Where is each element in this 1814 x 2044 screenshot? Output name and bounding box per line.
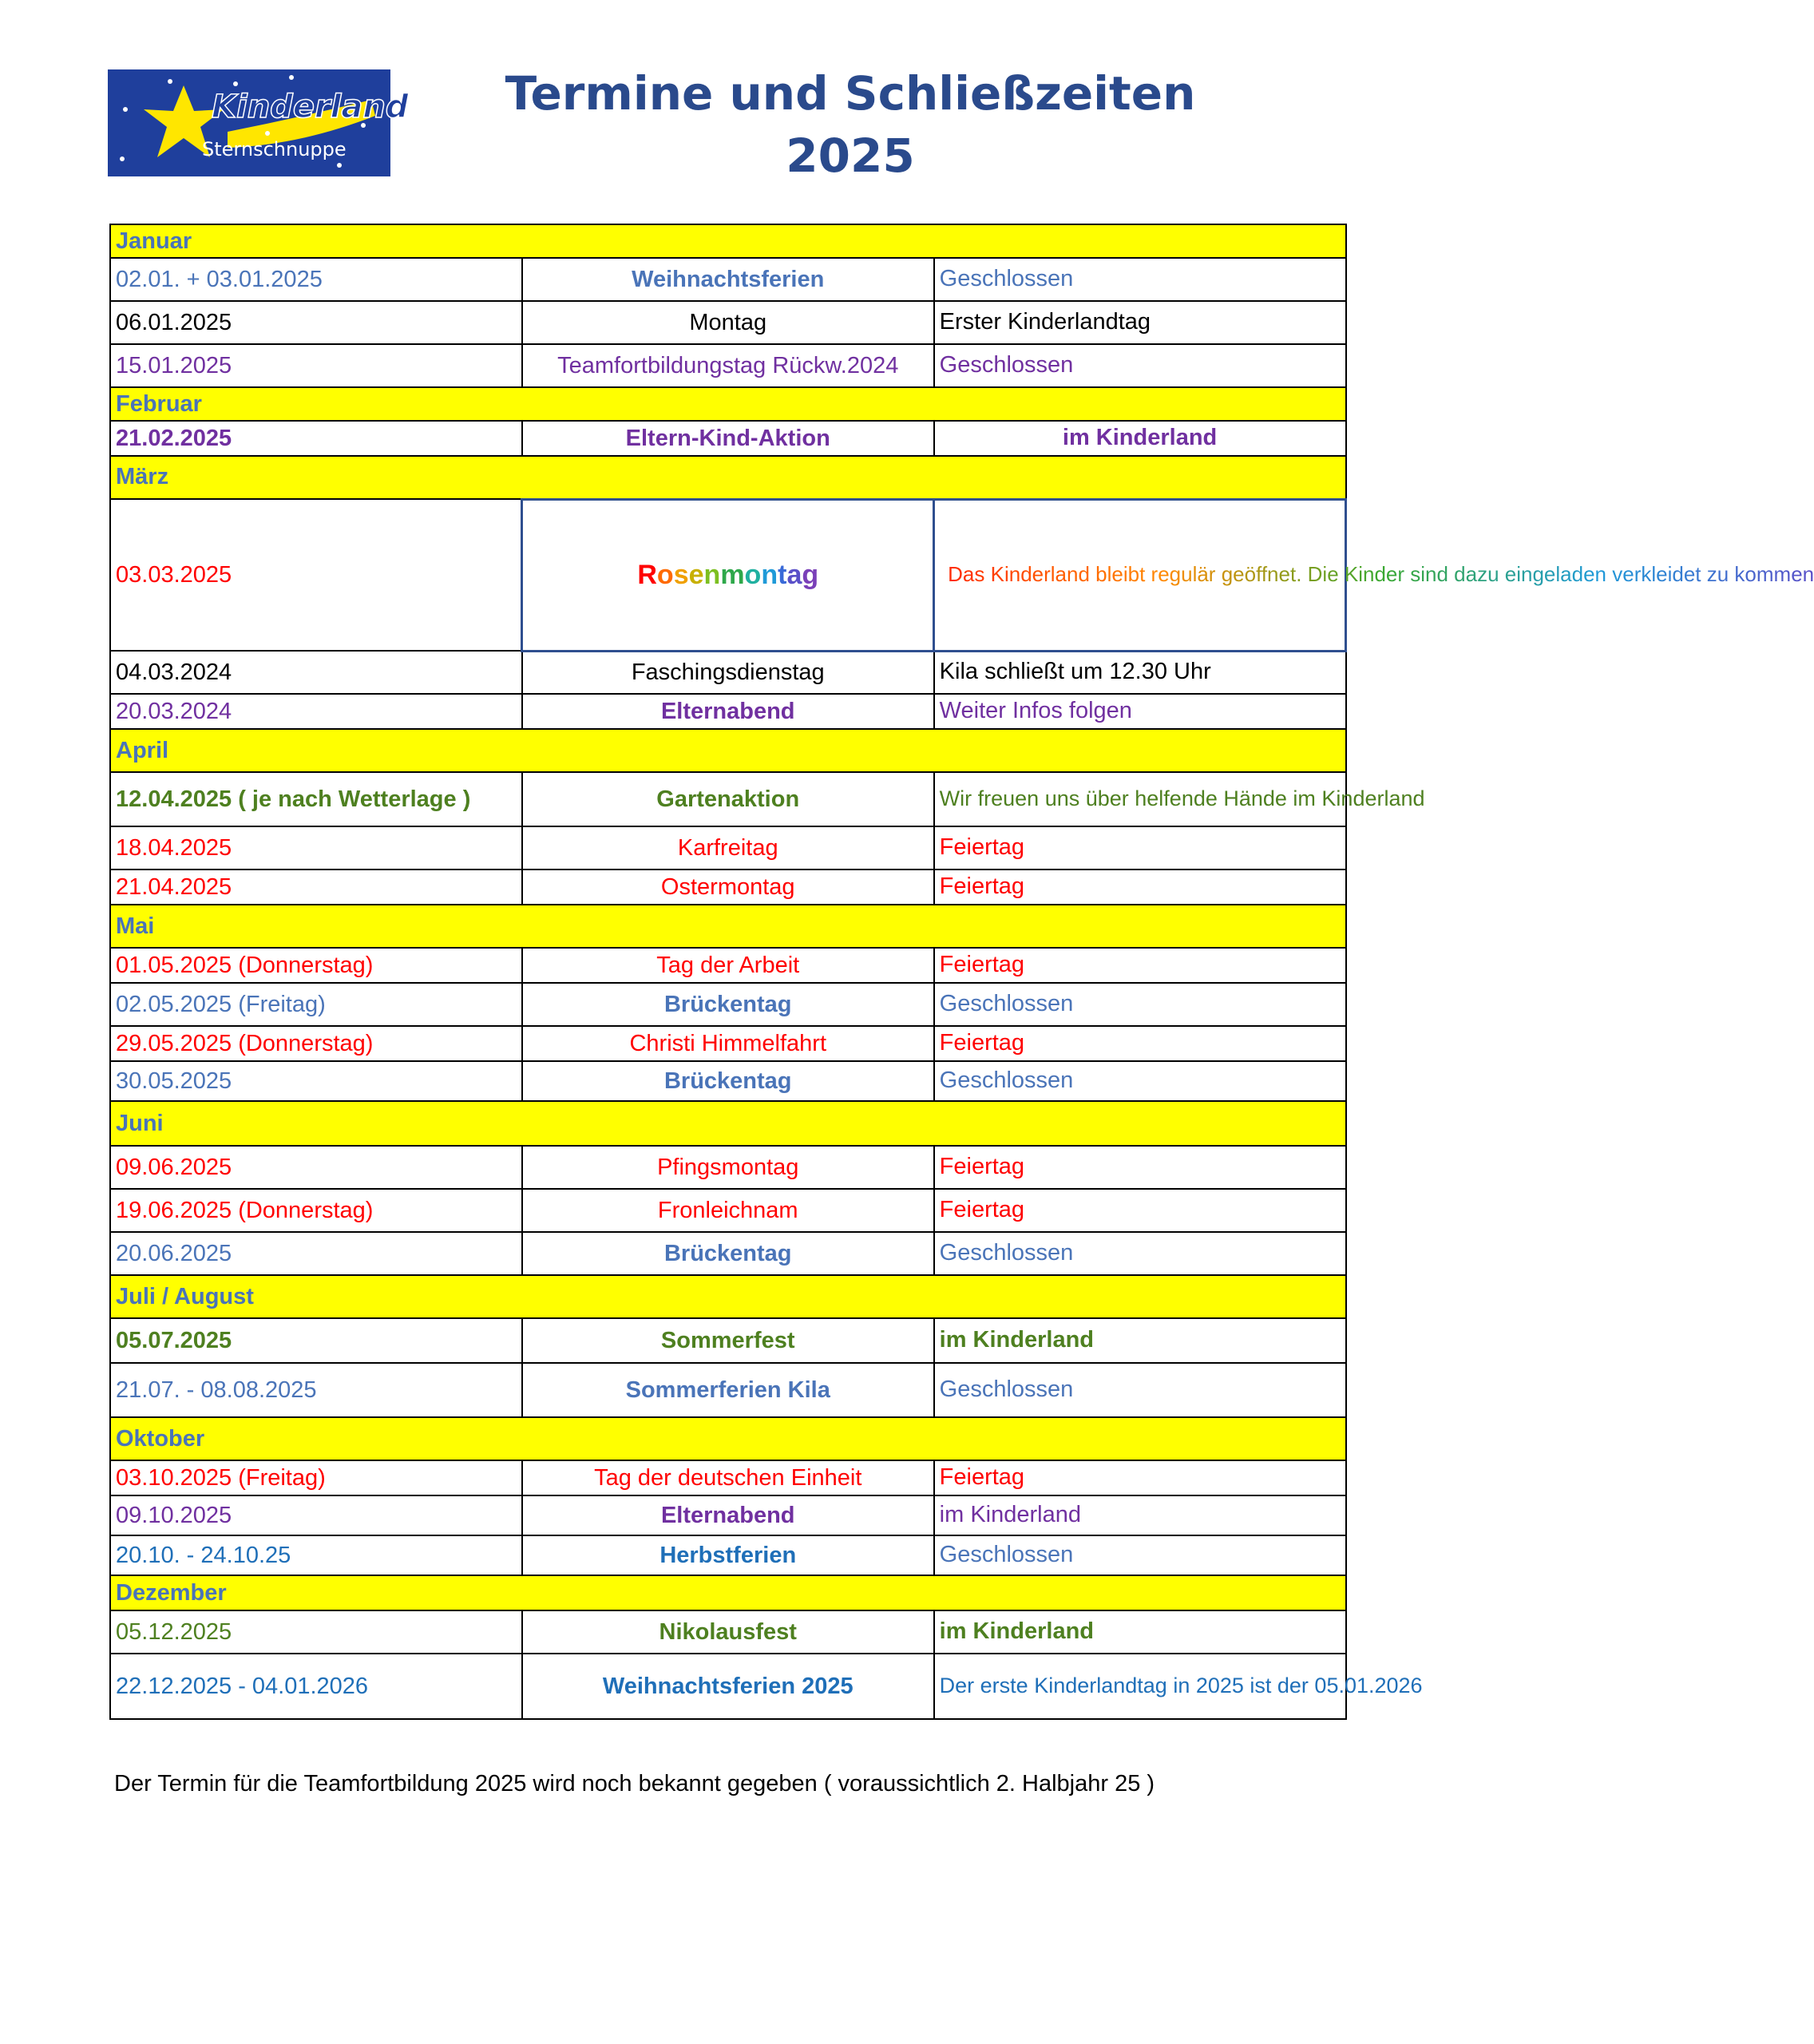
table-row bbox=[110, 1232, 1346, 1275]
event-cell: Herbstferien bbox=[522, 1535, 934, 1575]
month-label: März bbox=[110, 456, 1346, 499]
note-cell: Feiertag bbox=[934, 1189, 1346, 1232]
logo-subtitle: Sternschnuppe bbox=[202, 138, 347, 160]
table-row bbox=[110, 1654, 1346, 1719]
event-cell: Pfingsmontag bbox=[522, 1146, 934, 1189]
date-cell: 29.05.2025 (Donnerstag) bbox=[110, 1026, 522, 1061]
note-cell: Feiertag bbox=[934, 1460, 1346, 1495]
event-cell bbox=[522, 499, 934, 651]
date-cell: 03.03.2025 bbox=[110, 499, 522, 651]
logo-name: Kinderland bbox=[212, 89, 409, 125]
month-label: Juni bbox=[110, 1101, 1346, 1146]
month-row bbox=[110, 905, 1346, 948]
event-cell: Elternabend bbox=[522, 694, 934, 729]
note-cell: Geschlossen bbox=[934, 344, 1346, 387]
note-cell: im Kinderland bbox=[934, 1495, 1346, 1535]
table-row bbox=[110, 1061, 1346, 1101]
kinderland-logo bbox=[108, 69, 409, 176]
date-cell: 20.10. - 24.10.25 bbox=[110, 1535, 522, 1575]
note-cell: Der erste Kinderlandtag in 2025 ist der 05.01.2026 bbox=[934, 1654, 1346, 1719]
note-cell: Geschlossen bbox=[934, 258, 1346, 301]
date-cell: 02.05.2025 (Freitag) bbox=[110, 983, 522, 1026]
event-cell: Weihnachtsferien 2025 bbox=[522, 1654, 934, 1719]
page-title bbox=[391, 62, 1309, 187]
table-row bbox=[110, 1363, 1346, 1417]
month-row bbox=[110, 387, 1346, 421]
month-row bbox=[110, 1101, 1346, 1146]
date-cell: 05.12.2025 bbox=[110, 1610, 522, 1654]
event-cell: Montag bbox=[522, 301, 934, 344]
schedule-table bbox=[109, 224, 1814, 1720]
table-row bbox=[110, 1189, 1346, 1232]
table-row bbox=[110, 301, 1346, 344]
note-cell: Feiertag bbox=[934, 1146, 1346, 1189]
month-row bbox=[110, 456, 1346, 499]
month-row bbox=[110, 224, 1346, 258]
event-cell: Tag der Arbeit bbox=[522, 948, 934, 983]
table-row bbox=[110, 1460, 1346, 1495]
event-cell: Brückentag bbox=[522, 983, 934, 1026]
event-cell: Teamfortbildungstag Rückw.2024 bbox=[522, 344, 934, 387]
note-cell: im Kinderland bbox=[934, 421, 1346, 456]
note-cell: Wir freuen uns über helfende Hände im Kinderland bbox=[934, 772, 1346, 826]
event-cell: Christi Himmelfahrt bbox=[522, 1026, 934, 1061]
event-cell: Faschingsdienstag bbox=[522, 651, 934, 694]
table-row bbox=[110, 651, 1346, 694]
event-cell: Tag der deutschen Einheit bbox=[522, 1460, 934, 1495]
table-row bbox=[110, 499, 1346, 651]
table-row bbox=[110, 694, 1346, 729]
month-label: Oktober bbox=[110, 1417, 1346, 1460]
table-row bbox=[110, 421, 1346, 456]
title-line-1: Termine und Schließzeiten bbox=[505, 66, 1196, 121]
table-row bbox=[110, 258, 1346, 301]
note-cell: Geschlossen bbox=[934, 1535, 1346, 1575]
note-cell: Erster Kinderlandtag bbox=[934, 301, 1346, 344]
note-cell: im Kinderland bbox=[934, 1318, 1346, 1363]
month-label: Februar bbox=[110, 387, 1346, 421]
note-cell bbox=[934, 499, 1814, 651]
table-row bbox=[110, 1535, 1346, 1575]
date-cell: 12.04.2025 ( je nach Wetterlage ) bbox=[110, 772, 522, 826]
event-cell: Sommerferien Kila bbox=[522, 1363, 934, 1417]
note-cell: Geschlossen bbox=[934, 983, 1346, 1026]
event-cell: Weihnachtsferien bbox=[522, 258, 934, 301]
table-row bbox=[110, 869, 1346, 905]
date-cell: 20.06.2025 bbox=[110, 1232, 522, 1275]
date-cell: 06.01.2025 bbox=[110, 301, 522, 344]
note-cell: Feiertag bbox=[934, 948, 1346, 983]
event-cell: Sommerfest bbox=[522, 1318, 934, 1363]
note-cell: Feiertag bbox=[934, 869, 1346, 905]
date-cell: 01.05.2025 (Donnerstag) bbox=[110, 948, 522, 983]
event-cell: Fronleichnam bbox=[522, 1189, 934, 1232]
date-cell: 02.01. + 03.01.2025 bbox=[110, 258, 522, 301]
month-label: April bbox=[110, 729, 1346, 772]
month-row bbox=[110, 1417, 1346, 1460]
event-cell: Gartenaktion bbox=[522, 772, 934, 826]
event-cell: Karfreitag bbox=[522, 826, 934, 869]
date-cell: 20.03.2024 bbox=[110, 694, 522, 729]
event-cell: Nikolausfest bbox=[522, 1610, 934, 1654]
title-line-2: 2025 bbox=[786, 129, 915, 183]
note-cell: Geschlossen bbox=[934, 1061, 1346, 1101]
date-cell: 05.07.2025 bbox=[110, 1318, 522, 1363]
note-cell: Weiter Infos folgen bbox=[934, 694, 1346, 729]
table-row bbox=[110, 1610, 1346, 1654]
date-cell: 03.10.2025 (Freitag) bbox=[110, 1460, 522, 1495]
date-cell: 09.06.2025 bbox=[110, 1146, 522, 1189]
table-row bbox=[110, 772, 1346, 826]
date-cell: 09.10.2025 bbox=[110, 1495, 522, 1535]
table-row bbox=[110, 1146, 1346, 1189]
date-cell: 18.04.2025 bbox=[110, 826, 522, 869]
date-cell: 21.07. - 08.08.2025 bbox=[110, 1363, 522, 1417]
date-cell: 19.06.2025 (Donnerstag) bbox=[110, 1189, 522, 1232]
month-label: Dezember bbox=[110, 1575, 1346, 1610]
table-row bbox=[110, 344, 1346, 387]
date-cell: 04.03.2024 bbox=[110, 651, 522, 694]
table-row bbox=[110, 1495, 1346, 1535]
note-cell: Geschlossen bbox=[934, 1232, 1346, 1275]
footer-note: Der Termin für die Teamfortbildung 2025 wird noch bekannt gegeben ( voraussichtlich 2. Halbjahr 25 ) bbox=[114, 1771, 1155, 1796]
table-row bbox=[110, 826, 1346, 869]
month-row bbox=[110, 1575, 1346, 1610]
note-cell: Geschlossen bbox=[934, 1363, 1346, 1417]
note-cell: Feiertag bbox=[934, 1026, 1346, 1061]
rainbow-note-text: Das Kinderland bleibt regulär geöffnet. Die Kinder sind dazu eingeladen verkleidet zu kommen bbox=[948, 562, 1814, 587]
month-label: Mai bbox=[110, 905, 1346, 948]
date-cell: 30.05.2025 bbox=[110, 1061, 522, 1101]
event-cell: Brückentag bbox=[522, 1061, 934, 1101]
date-cell: 21.02.2025 bbox=[110, 421, 522, 456]
note-cell: Kila schließt um 12.30 Uhr bbox=[934, 651, 1346, 694]
table-row bbox=[110, 983, 1346, 1026]
event-cell: Brückentag bbox=[522, 1232, 934, 1275]
rainbow-event-text: Rosenmontag bbox=[637, 559, 819, 590]
date-cell: 21.04.2025 bbox=[110, 869, 522, 905]
table-row bbox=[110, 948, 1346, 983]
event-cell: Ostermontag bbox=[522, 869, 934, 905]
note-cell: im Kinderland bbox=[934, 1610, 1346, 1654]
month-label: Juli / August bbox=[110, 1275, 1346, 1318]
month-row bbox=[110, 1275, 1346, 1318]
note-cell: Feiertag bbox=[934, 826, 1346, 869]
table-row bbox=[110, 1026, 1346, 1061]
date-cell: 22.12.2025 - 04.01.2026 bbox=[110, 1654, 522, 1719]
month-row bbox=[110, 729, 1346, 772]
event-cell: Eltern-Kind-Aktion bbox=[522, 421, 934, 456]
month-label: Januar bbox=[110, 224, 1346, 258]
table-row bbox=[110, 1318, 1346, 1363]
event-cell: Elternabend bbox=[522, 1495, 934, 1535]
date-cell: 15.01.2025 bbox=[110, 344, 522, 387]
